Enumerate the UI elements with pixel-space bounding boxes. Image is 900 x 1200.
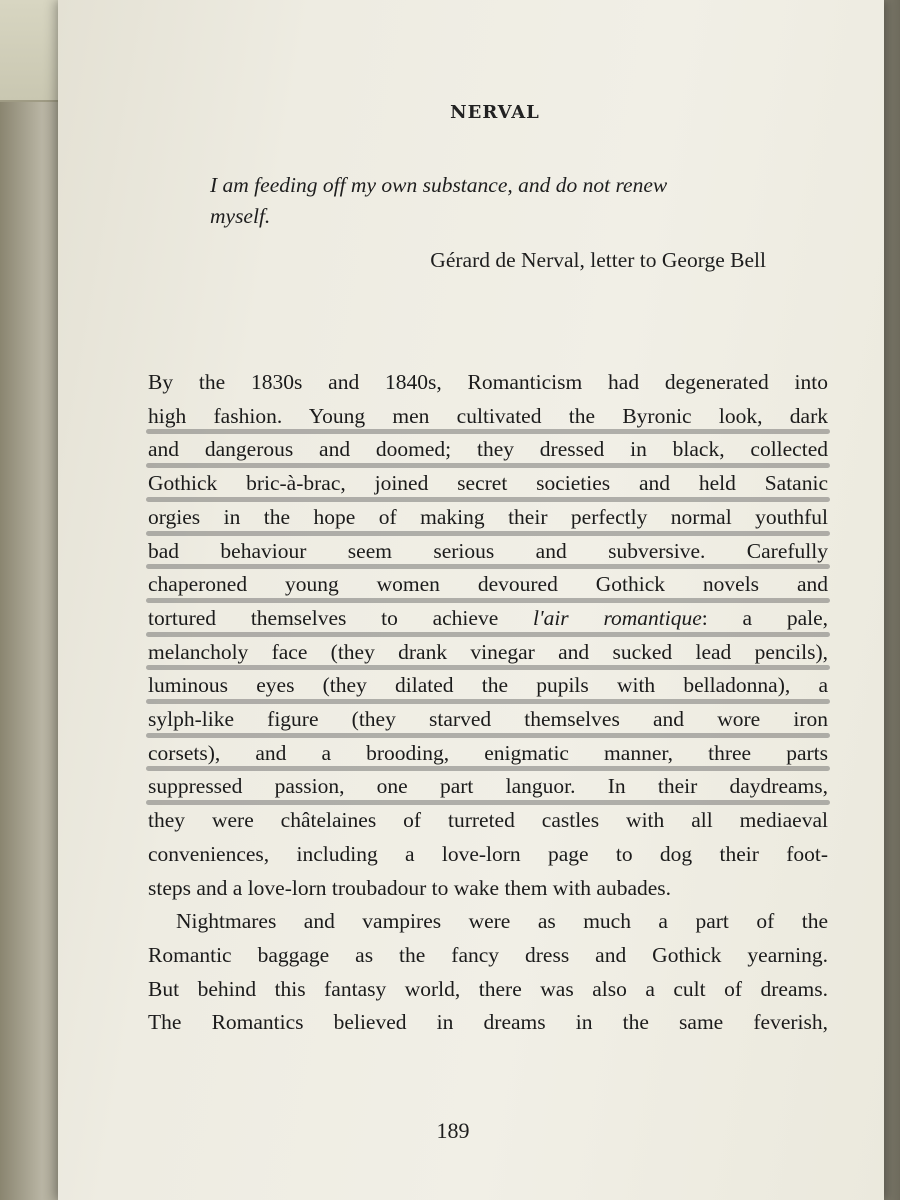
- text-line-highlighted: [148, 602, 828, 636]
- text-line-highlighted: suppressed passion, one part languor. In their daydreams,: [148, 770, 828, 804]
- text-run: : a pale,: [701, 605, 829, 630]
- text-line-highlighted: bad behaviour seem serious and subversive. Carefully: [148, 535, 828, 569]
- text-line: But behind this fantasy world, there was also a cult of dreams.: [148, 976, 828, 1001]
- epigraph-line: myself.: [210, 204, 271, 228]
- text-line: By the 1830s and 1840s, Romanticism had degenerated into: [148, 370, 828, 394]
- text-line-highlighted: melancholy face (they drank vinegar and sucked lead pencils),: [148, 636, 828, 670]
- text-line: they were châtelaines of turreted castles with all mediaeval: [148, 808, 828, 833]
- text-line: Romantic baggage as the fancy dress and Gothick yearning.: [148, 942, 828, 967]
- chapter-title: NERVAL: [450, 102, 540, 123]
- text-run: tortured themselves to achieve: [148, 605, 534, 630]
- text-line-highlighted: sylph-like figure (they starved themselves and wore iron: [148, 703, 828, 737]
- text-line-highlighted: luminous eyes (they dilated the pupils with belladonna), a: [148, 669, 828, 703]
- italic-phrase: l'air romantique: [533, 605, 702, 630]
- epigraph: [210, 170, 770, 232]
- text-line-highlighted: corsets), and a brooding, enigmatic manner, three parts: [148, 737, 828, 771]
- text-line-highlighted: high fashion. Young men cultivated the Byronic look, dark: [148, 400, 828, 434]
- text-line: conveniences, including a love-lorn page to dog their foot-: [148, 841, 828, 866]
- text-line-highlighted: Gothick bric-à-brac, joined secret societies and held Satanic: [148, 467, 828, 501]
- page-number: 189: [436, 1118, 470, 1143]
- text-line-highlighted: and dangerous and doomed; they dressed in black, collected: [148, 433, 828, 467]
- text-line-highlighted: orgies in the hope of making their perfectly normal youthful: [148, 501, 828, 535]
- epigraph-line: I am feeding off my own substance, and do not renew: [210, 173, 668, 197]
- text-line-highlighted: chaperoned young women devoured Gothick novels and: [148, 568, 828, 602]
- text-line: The Romantics believed in dreams in the same feverish,: [148, 1010, 828, 1035]
- text-line: steps and a love-lorn troubadour to wake them with aubades.: [148, 875, 672, 900]
- text-line: Nightmares and vampires were as much a part of the: [176, 909, 828, 934]
- body-text: [148, 366, 828, 1040]
- book-page: [58, 0, 884, 1200]
- epigraph-attribution: Gérard de Nerval, letter to George Bell: [430, 248, 766, 272]
